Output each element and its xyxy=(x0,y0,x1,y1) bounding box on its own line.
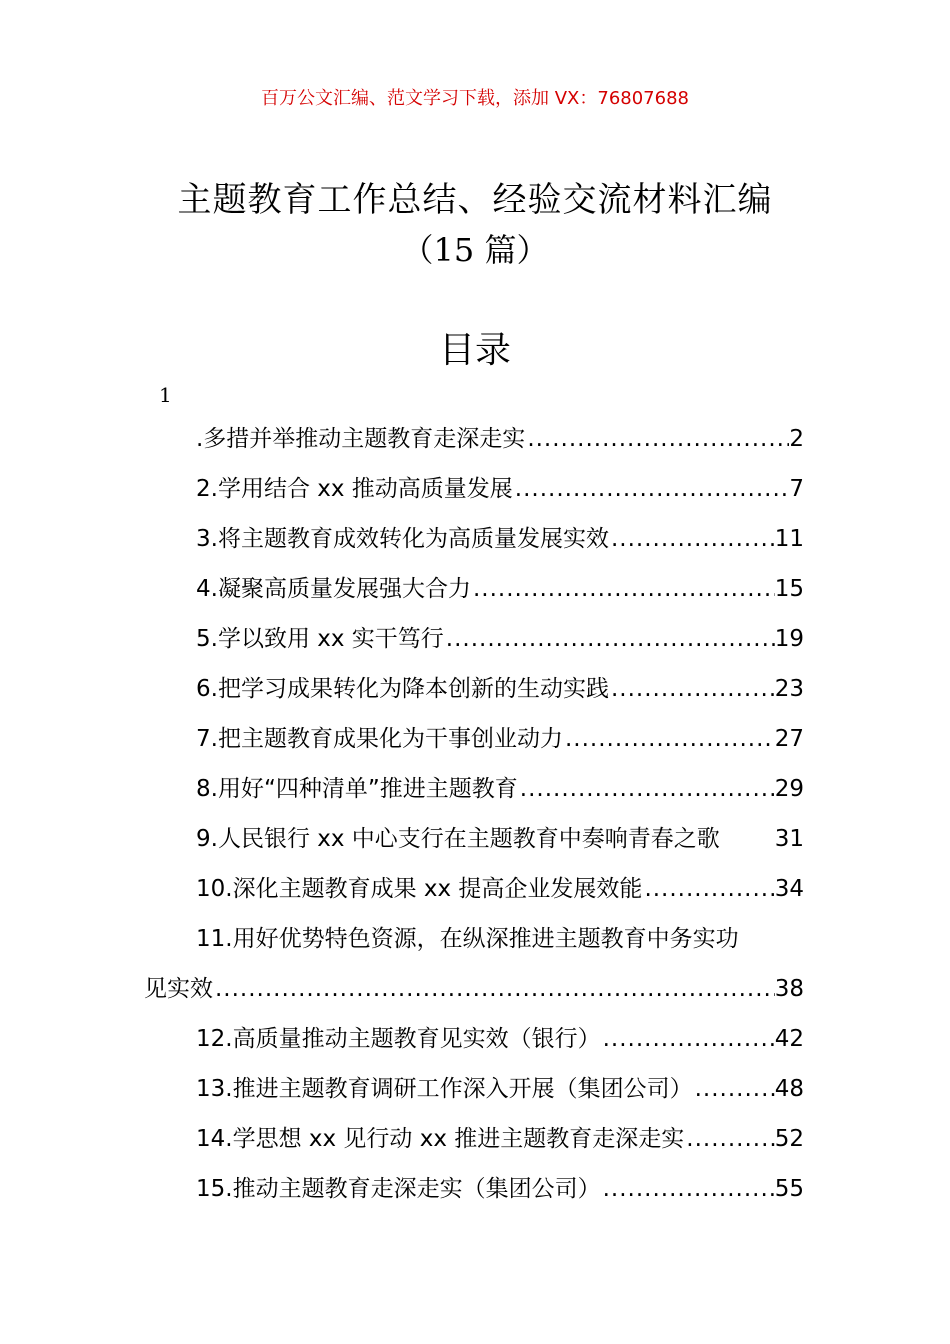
toc-leader xyxy=(444,626,775,652)
toc-heading: 目录 xyxy=(438,330,511,371)
toc-entry-title: 15.推动主题教育走深走实（集团公司） xyxy=(196,1176,601,1202)
toc-entry-page: 19 xyxy=(774,626,804,652)
toc-entry-page: 38 xyxy=(774,976,804,1002)
toc-entry-title: 6.把学习成果转化为降本创新的生动实践 xyxy=(196,676,609,702)
toc-entry[interactable] xyxy=(196,770,804,816)
document-title: 主题教育工作总结、经验交流材料汇编 xyxy=(177,180,773,220)
toc-entry-page: 31 xyxy=(774,826,804,852)
document-subtitle: （15 篇） xyxy=(401,231,549,269)
toc-entry[interactable] xyxy=(196,1120,804,1166)
toc-leader xyxy=(693,1076,775,1102)
toc-entry-page: 55 xyxy=(774,1176,804,1202)
toc-entry[interactable] xyxy=(196,470,804,516)
toc-leader xyxy=(525,426,789,452)
toc-entry-title: 14.学思想 xx 见行动 xx 推进主题教育走深走实 xyxy=(196,1126,685,1152)
toc-entry[interactable] xyxy=(196,520,804,566)
toc-entry[interactable] xyxy=(196,670,804,716)
toc-entry-page: 23 xyxy=(774,676,804,702)
toc-entry-page: 48 xyxy=(774,1076,804,1102)
toc-entry-page: 52 xyxy=(774,1126,804,1152)
toc-leader xyxy=(609,526,775,552)
toc-leader xyxy=(563,726,775,752)
toc-entry-page: 2 xyxy=(789,426,804,452)
toc-entry-title: 2.学用结合 xx 推动高质量发展 xyxy=(196,476,513,502)
toc-entry-title: 7.把主题教育成果化为干事创业动力 xyxy=(196,726,563,752)
toc-leader xyxy=(642,876,774,902)
toc-entry[interactable] xyxy=(196,620,804,666)
toc-leader xyxy=(684,1126,774,1152)
toc-entry[interactable] xyxy=(196,920,804,966)
toc-entry-title: 12.高质量推动主题教育见实效（银行） xyxy=(196,1026,601,1052)
toc-entry[interactable] xyxy=(196,420,804,466)
toc-leader xyxy=(213,976,775,1002)
toc-entry-title: 4.凝聚高质量发展强大合力 xyxy=(196,576,471,602)
toc-entry-continuation-text: 见实效 xyxy=(144,976,213,1002)
toc-entry-page: 15 xyxy=(774,576,804,602)
toc-entry-page: 42 xyxy=(774,1026,804,1052)
toc-leader xyxy=(471,576,775,602)
toc-entry-title: 9.人民银行 xx 中心支行在主题教育中奏响青春之歌 xyxy=(196,826,720,852)
toc-entry-page: 29 xyxy=(774,776,804,802)
toc-entry-title: 3.将主题教育成效转化为高质量发展实效 xyxy=(196,526,609,552)
toc-entry[interactable] xyxy=(196,820,804,866)
toc-entry-title: .多措并举推动主题教育走深走实 xyxy=(196,426,526,452)
toc-entry-page: 11 xyxy=(774,526,804,552)
toc-entry-title: 5.学以致用 xx 实干笃行 xyxy=(196,626,444,652)
toc-entry[interactable] xyxy=(196,720,804,766)
toc-leader xyxy=(609,676,775,702)
toc-entry[interactable] xyxy=(196,1170,804,1216)
toc-entry-continuation[interactable] xyxy=(144,970,804,1016)
toc-leader xyxy=(518,776,775,802)
toc-leader xyxy=(513,476,790,502)
toc-leader xyxy=(601,1026,775,1052)
toc-entry-page: 34 xyxy=(774,876,804,902)
stray-number: 1 xyxy=(159,383,172,407)
toc-entry[interactable] xyxy=(196,1070,804,1116)
toc-entry-title: 13.推进主题教育调研工作深入开展（集团公司） xyxy=(196,1076,693,1102)
toc-entry-title: 8.用好“四种清单”推进主题教育 xyxy=(196,776,518,802)
toc-entry[interactable] xyxy=(196,1020,804,1066)
toc-entry[interactable] xyxy=(196,870,804,916)
toc-leader xyxy=(601,1176,775,1202)
toc-entry-title: 11.用好优势特色资源，在纵深推进主题教育中务实功 xyxy=(196,926,739,952)
toc-entry[interactable] xyxy=(196,570,804,616)
toc-entry-title: 10.深化主题教育成果 xx 提高企业发展效能 xyxy=(196,876,643,902)
toc-entry-page: 27 xyxy=(774,726,804,752)
promo-banner: 百万公文汇编、范文学习下载，添加 VX：76807688 xyxy=(261,88,689,109)
toc-entry-page: 7 xyxy=(789,476,804,502)
